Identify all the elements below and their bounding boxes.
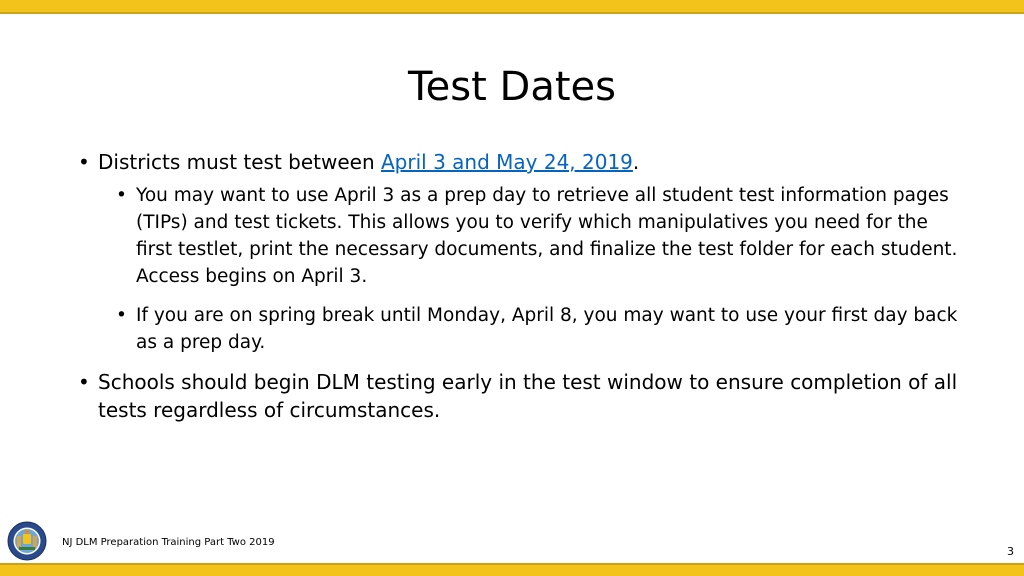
top-accent-bar xyxy=(0,0,1024,14)
bullet-begin-early xyxy=(78,368,958,424)
test-window-link[interactable]: April 3 and May 24, 2019 xyxy=(381,150,633,174)
sub-bullet-spring-break xyxy=(116,302,958,356)
bullet-test-window xyxy=(78,148,958,176)
bullet-marker: • xyxy=(116,305,127,326)
bullet-list xyxy=(78,148,958,424)
sub-bullet-prep-day-text: You may want to use April 3 as a prep day to retrieve all student test information pages (TIPs) and test tickets. This allows you to verify which manipulatives you need for the first testlet, print the necessary documents, and finalize the test folder for each student. Access begins on April 3. xyxy=(136,185,958,287)
sub-bullet-prep-day xyxy=(116,182,958,290)
bullet-marker: • xyxy=(78,370,90,394)
bullet-begin-early-text: Schools should begin DLM testing early in the test window to ensure completion of all tests regardless of circumstances. xyxy=(98,370,958,422)
bullet-test-window-suffix: . xyxy=(632,150,640,174)
footer-text: NJ DLM Preparation Training Part Two 2019 xyxy=(62,537,275,548)
slide-title: Test Dates xyxy=(408,64,616,110)
bottom-accent-bar xyxy=(0,563,1024,576)
page-number: 3 xyxy=(1007,545,1014,558)
sub-bullet-spring-break-text: If you are on spring break until Monday, April 8, you may want to use your first day back as a prep day. xyxy=(136,305,958,353)
bullet-marker: • xyxy=(78,150,90,174)
nj-state-seal-icon xyxy=(7,521,47,561)
bullet-test-window-text: Districts must test between xyxy=(98,150,381,174)
bullet-marker: • xyxy=(116,185,127,206)
